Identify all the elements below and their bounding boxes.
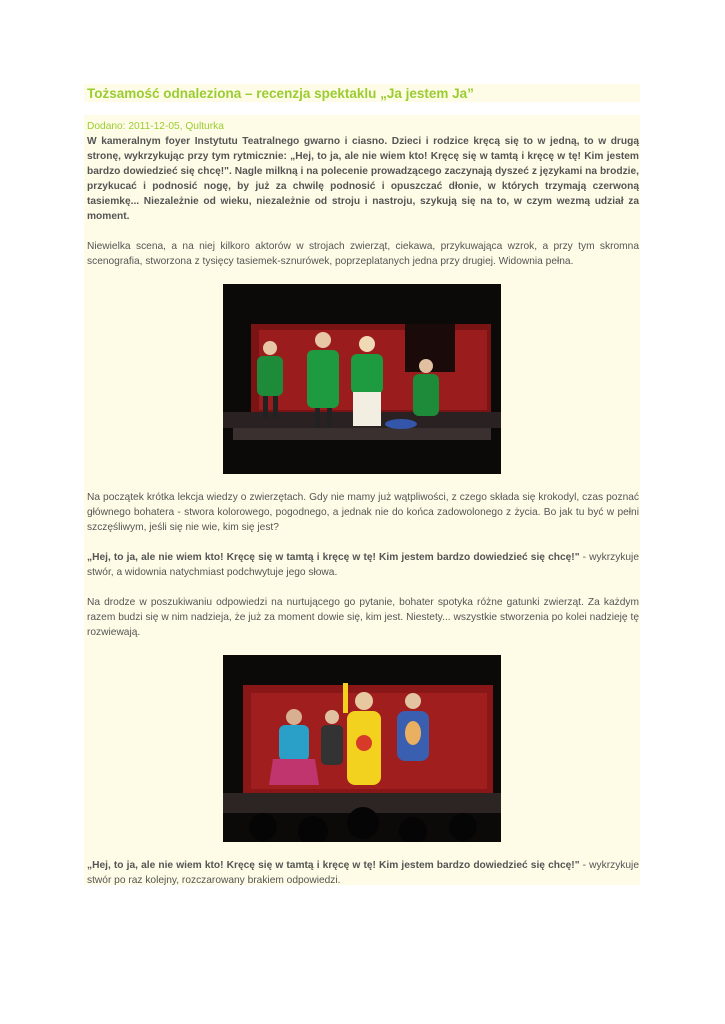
stage-photo-colorful-costumes: [223, 655, 501, 842]
article-meta: Dodano: 2011-12-05, Qulturka: [87, 121, 224, 132]
article-body: [87, 119, 639, 903]
quote-paragraph-1: [87, 550, 639, 580]
quote-1: „Hej, to ja, ale nie wiem kto! Kręcę się w tamtą i kręcę w tę! Kim jestem bardzo dowiedzieć się chcę!": [87, 552, 580, 563]
stage-photo-1-image: [223, 284, 501, 474]
quote-paragraph-2: [87, 858, 639, 888]
photo-container-2: [87, 655, 639, 842]
article-title: Tożsamość odnaleziona – recenzja spektaklu „Ja jestem Ja”: [87, 86, 474, 101]
quote-1-tail: - wykrzykuje stwór, a widownia natychmiast podchwytuje jego słowa.: [87, 552, 639, 578]
stage-photo-2-image: [223, 655, 501, 842]
quote-2-tail: - wykrzykuje stwór po raz kolejny, rozczarowany brakiem odpowiedzi.: [87, 860, 639, 886]
paragraph-stage: Niewielka scena, a na niej kilkoro aktorów w strojach zwierząt, ciekawa, przykuwająca wzrok, a przy tym skromna scenografia, stworzona z tysięcy tasiemek-sznurówek, poprzeplatanych jedna przy drugiej. Widownia pełna.: [87, 241, 639, 267]
paragraph-intro: Na początek krótka lekcja wiedzy o zwierzętach. Gdy nie mamy już wątpliwości, z czego składa się krokodyl, czas poznać głównego bohatera - stwora kolorowego, pogodnego, a jednak nie do końca zadowolonego z życia. Bo jak tu być w pełni szczęśliwym, jeśli się nie wie, kim się jest?: [87, 492, 639, 533]
photo-container-1: [87, 284, 639, 474]
stage-photo-green-costumes: [223, 284, 501, 474]
quote-2: „Hej, to ja, ale nie wiem kto! Kręcę się w tamtą i kręcę w tę! Kim jestem bardzo dowiedzieć się chcę!": [87, 860, 580, 871]
paragraph-journey: Na drodze w poszukiwaniu odpowiedzi na nurtującego go pytanie, bohater spotyka różne gatunki zwierząt. Za każdym razem budzi się w nim nadzieja, że już za moment dowie się, kim jest. Niestety... wszystkie stworzenia po kolei nadzieję tę rozwiewają.: [87, 597, 639, 638]
article-lead: W kameralnym foyer Instytutu Teatralnego gwarno i ciasno. Dzieci i rodzice kręcą się to w jedną, to w drugą stronę, wykrzykując przy tym rytmicznie: „Hej, to ja, ale nie wiem kto! Kręcę się w tamtą i kręcę w tę! Kim jestem bardzo dowiedzieć się chcę!". Nagle milkną i na polecenie prowadzącego zaczynają dyszeć z językami na brodzie, przykucać i podnosić nogę, by już za chwilę podnosić i opuszczać dłonie, w których trzymają czerwoną tasiemkę... Niezależnie od wieku, niezależnie od stroju i nastroju, szykują się na to, w czym wezmą udział za moment.: [87, 136, 639, 222]
